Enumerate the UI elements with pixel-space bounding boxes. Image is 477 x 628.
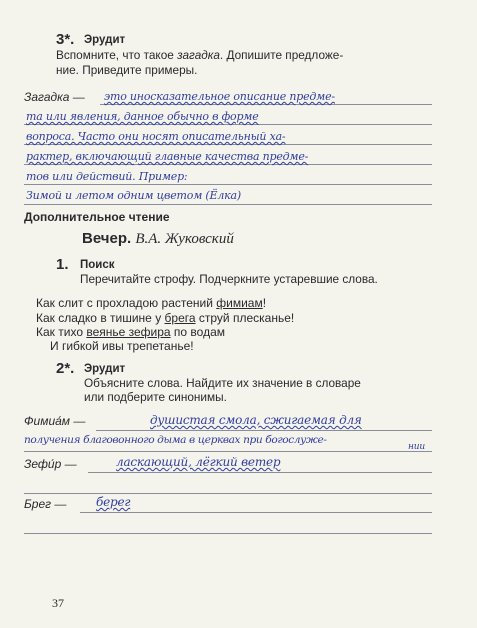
answer-line [88, 472, 432, 473]
poem-line-3 [36, 325, 225, 340]
task3-title: Эрудит [84, 34, 126, 46]
answer-line [80, 512, 432, 513]
poem-line-1 [36, 296, 266, 311]
reading-title: Вечер. [82, 230, 132, 247]
poem-line-2 [36, 311, 294, 326]
handwritten-answer-line: это иносказательное описание предме- [104, 90, 335, 103]
answer-line [24, 144, 432, 145]
answer-line [24, 493, 432, 494]
handwritten-breg: берег [96, 495, 131, 509]
task3-text-part: Вспомните, что такое [56, 48, 178, 62]
poem-line-4: И гибкой ивы трепетанье! [50, 339, 194, 353]
poem-text: струй плесканье! [195, 311, 295, 325]
answer-line [24, 124, 432, 125]
answer-line [24, 184, 432, 185]
reading-author: В.А. Жуковский [135, 231, 234, 247]
poem-text: ! [262, 296, 267, 310]
handwritten-answer-line: вопроса. Часто они носят описательный ха- [26, 130, 286, 143]
section-title: Дополнительное чтение [24, 210, 170, 224]
task2-number: 2*. [56, 360, 75, 377]
answer-line [96, 430, 432, 431]
poem-text: по водам [170, 325, 226, 339]
task1-number: 1. [56, 256, 69, 273]
handwritten-answer-line: Зимой и летом одним цветом (Ёлка) [26, 189, 241, 202]
poem-text: Как тихо [36, 325, 87, 339]
answer-line [24, 451, 432, 452]
page-number: 37 [52, 596, 64, 610]
task3-text-part: . Допишите предложе- [219, 48, 344, 62]
task1-title: Поиск [80, 259, 115, 271]
task2-instruction-line2: или подберите синонимы. [84, 390, 227, 404]
answer-line [24, 164, 432, 165]
underlined-word: брега [164, 311, 196, 325]
handwritten-fimiam-2: получения благовонного дыма в церквах при богослуже- [24, 434, 327, 446]
poem-text: Как сладко в тишине у [36, 311, 165, 325]
task3-instruction-line2: ние. Приведите примеры. [56, 63, 198, 77]
answer-line [24, 204, 432, 205]
task2-title: Эрудит [84, 363, 126, 375]
task3-term: загадка [177, 48, 220, 62]
zagadka-label: Загадка — [24, 90, 85, 104]
reading-heading [82, 230, 234, 248]
task3-number: 3*. [56, 31, 75, 48]
zefir-label: Зефи́р — [24, 457, 77, 471]
handwritten-answer-line: тов или действий. Пример: [26, 170, 188, 183]
fimiam-label: Фимиа́м — [24, 414, 86, 428]
answer-line [24, 533, 432, 534]
handwritten-zefir: ласкающий, лёгкий ветер [116, 455, 281, 469]
breg-label: Брег — [24, 497, 67, 511]
underlined-word: фимиам [216, 296, 263, 310]
task3-instruction-line1 [56, 48, 343, 63]
underlined-word: веянье зефира [86, 325, 171, 339]
poem-text: Как слит с прохладою растений [36, 296, 217, 310]
task2-instruction-line1: Объясните слова. Найдите их значение в словаре [84, 376, 361, 390]
task1-instruction: Перечитайте строфу. Подчеркните устаревшие слова. [80, 272, 378, 286]
handwritten-fimiam-tail: нии [408, 442, 425, 452]
handwritten-answer-line: рактер, включающий главные качества предме- [26, 150, 309, 163]
handwritten-answer-line: та или явления, данное обычно в форме [26, 110, 259, 123]
answer-line [100, 104, 432, 105]
handwritten-fimiam-1: душистая смола, сжигаемая для [150, 413, 362, 427]
